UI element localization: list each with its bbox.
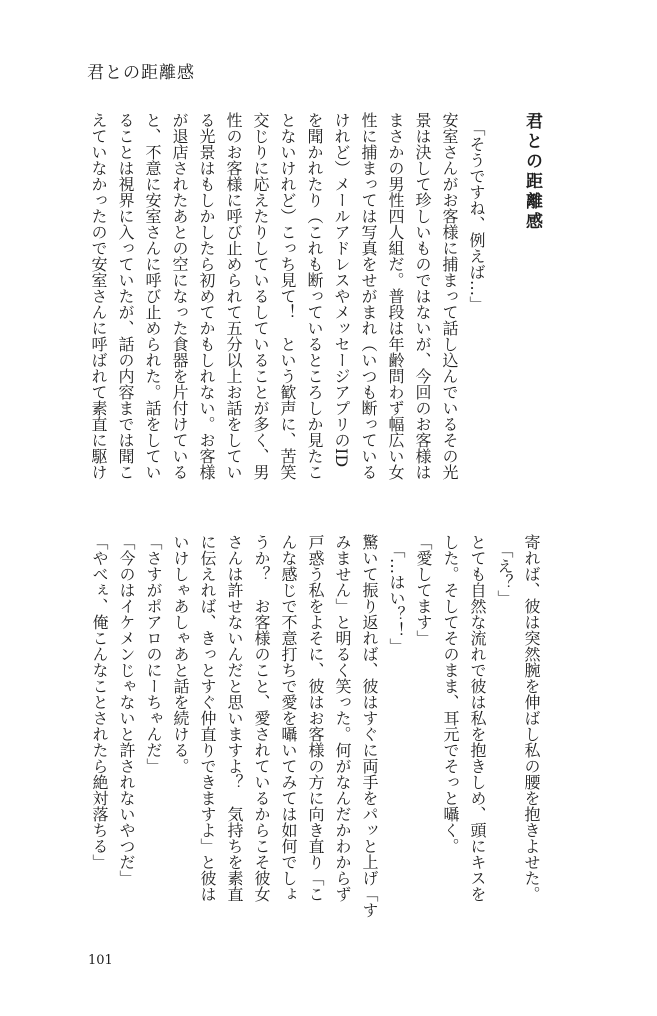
text-column: えていなかったので安室さんに呼ばれて素直に駆け	[89, 112, 108, 480]
text-column: まさかの男性四人組だ。普段は年齢問わず幅広い女	[386, 112, 405, 480]
text-column: が退店されたあとの空になった食器を片付けている	[170, 112, 189, 480]
text-column: と、不意に安室さんに呼び止められた。話をしてい	[143, 112, 162, 480]
text-column: けれど）メールアドレスやメッセージアプリのID	[332, 112, 351, 468]
text-column: 「…はい？！」	[387, 542, 406, 654]
text-column: に伝えれば、きっとすぐ仲直りできますよ」と彼は	[198, 534, 217, 902]
text-column: を聞かれたり（これも断っているところしか見たこ	[305, 112, 324, 480]
text-column: 「さすがポアロのにーちゃんだ」	[144, 534, 163, 774]
text-column: いけしゃあしゃあと話を続ける。	[171, 534, 190, 774]
text-column: さんは許せないんだと思いますよ？ 気持ちを素直	[225, 534, 244, 902]
text-column: 景は決して珍しいものではないが、今回のお客様は	[413, 112, 432, 480]
text-column: る光景はもしかしたら初めてかもしれない。お客様	[197, 112, 216, 480]
text-column: うか？ お客様のこと、愛されているからこそ彼女	[252, 534, 271, 902]
chapter-title: 君との距離感	[522, 112, 542, 232]
text-column: んな感じで不意打ちで愛を囁いてみては如何でしょ	[279, 534, 298, 902]
text-column: とても自然な流れで彼は私を抱きしめ、頭にキスを	[468, 534, 487, 902]
text-column: 「やべぇ、俺こんなことされたら絶対落ちる」	[90, 534, 109, 870]
text-column: 戸惑う私をよそに、彼はお客様の方に向き直り「こ	[306, 534, 325, 902]
text-column: 性のお客様に呼び止められて五分以上お話をしてい	[224, 112, 243, 480]
text-column: 交じりに応えたりしているしていることが多く、男	[251, 112, 270, 480]
text-column: 安室さんがお客様に捕まって話し込んでいるその光	[440, 112, 459, 480]
text-column: 「そうですね、例えば…」	[467, 120, 486, 312]
text-column: 性に捕まっては写真をせがまれ（いつも断っている	[359, 112, 378, 480]
text-column: 驚いて振り返れば、彼はすぐに両手をパッと上げ「す	[360, 534, 379, 918]
text-block-bottom	[86, 534, 545, 924]
text-block-top	[85, 112, 545, 502]
text-column: 寄れば、彼は突然腕を伸ばし私の腰を抱きよせた。	[522, 534, 541, 902]
text-column: 「え？」	[495, 542, 514, 606]
page-number: 101	[88, 953, 113, 968]
running-head-title: 君との距離感	[87, 63, 195, 83]
text-column: 「今のはイケメンじゃないと許されないやつだ」	[117, 534, 136, 886]
text-column: みません」と明るく笑った。何がなんだかわからず	[333, 534, 352, 902]
text-column: とないけれど）こっち見て！ という歓声に、苦笑	[278, 112, 297, 480]
text-column: 「愛してます」	[414, 534, 433, 646]
text-column: ることは視界に入っていたが、話の内容までは聞こ	[116, 112, 135, 480]
text-column: した。そしてそのまま、耳元でそっと囁く。	[441, 534, 460, 854]
